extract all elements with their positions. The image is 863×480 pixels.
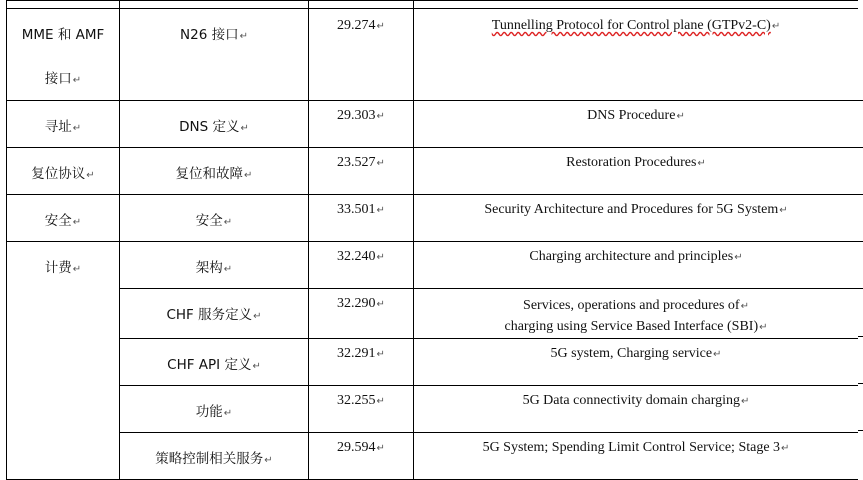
spec-number: 32.290	[337, 296, 376, 311]
table-row	[7, 433, 859, 480]
spec-title: Restoration Procedures	[566, 155, 697, 170]
item-label: N26 接口	[180, 27, 239, 43]
row-end-mark	[858, 194, 863, 195]
row-end-mark	[858, 100, 863, 101]
table-row	[7, 195, 859, 242]
item-label: 策略控制相关服务	[155, 451, 264, 467]
item-label: CHF API 定义	[167, 357, 252, 373]
paragraph-mark-icon: ↵	[253, 311, 262, 322]
spec-title: Services, operations and procedures of	[523, 298, 740, 313]
table-row	[7, 386, 859, 433]
spec-title: DNS Procedure	[587, 108, 676, 123]
spec-title: 5G Data connectivity domain charging	[522, 393, 741, 408]
paragraph-mark-icon: ↵	[72, 217, 82, 228]
spec-number: 29.594	[337, 440, 376, 455]
item-cell	[120, 9, 309, 101]
paragraph-mark-icon: ↵	[376, 21, 385, 32]
spec-number: 29.274	[337, 18, 376, 33]
spec-table	[6, 0, 858, 480]
spec-title: Security Architecture and Procedures for 5G System	[484, 202, 779, 217]
spec-number: 23.527	[337, 155, 376, 170]
spec-title-line2: charging using Service Based Interface (SBI)	[504, 319, 759, 334]
table-row	[7, 9, 859, 101]
paragraph-mark-icon: ↵	[376, 349, 385, 360]
paragraph-mark-icon: ↵	[697, 158, 706, 169]
paragraph-mark-icon: ↵	[223, 408, 233, 419]
paragraph-mark-icon: ↵	[376, 396, 385, 407]
spec-title: 5G system, Charging service	[550, 346, 713, 361]
paragraph-mark-icon: ↵	[376, 111, 385, 122]
paragraph-mark-icon: ↵	[713, 349, 722, 360]
spec-number: 32.240	[337, 249, 376, 264]
paragraph-mark-icon: ↵	[252, 361, 261, 372]
category-label: 复位协议	[31, 166, 86, 182]
spec-title: Charging architecture and principles	[529, 249, 734, 264]
paragraph-mark-icon: ↵	[740, 301, 749, 312]
paragraph-mark-icon: ↵	[376, 252, 385, 263]
category-label: 安全	[44, 213, 72, 229]
paragraph-mark-icon: ↵	[264, 455, 273, 466]
category-label: 计费	[44, 260, 72, 276]
paragraph-mark-icon: ↵	[239, 31, 248, 42]
table-row	[7, 242, 859, 289]
paragraph-mark-icon: ↵	[759, 322, 768, 333]
category-cell-merged	[7, 242, 120, 480]
paragraph-mark-icon: ↵	[223, 264, 233, 275]
spec-number: 29.303	[337, 108, 376, 123]
item-label: CHF 服务定义	[166, 307, 253, 323]
table-row	[7, 289, 859, 339]
paragraph-mark-icon: ↵	[244, 170, 253, 181]
spec-number-cell	[309, 9, 414, 101]
paragraph-mark-icon: ↵	[376, 158, 385, 169]
table-row	[7, 148, 859, 195]
paragraph-mark-icon: ↵	[741, 396, 750, 407]
row-end-mark	[858, 430, 863, 431]
category-label: 寻址	[44, 119, 72, 135]
row-end-mark	[858, 336, 863, 337]
row-end-mark	[858, 288, 863, 289]
item-label: DNS 定义	[179, 119, 240, 135]
paragraph-mark-icon: ↵	[781, 443, 790, 454]
paragraph-mark-icon: ↵	[779, 205, 788, 216]
spec-title: 5G System; Spending Limit Control Service; Stage 3	[482, 440, 781, 455]
item-label: 架构	[195, 260, 223, 276]
category-label: MME 和 AMF	[21, 27, 105, 43]
spec-title-cell	[414, 9, 859, 101]
paragraph-mark-icon: ↵	[376, 299, 385, 310]
row-end-mark	[858, 241, 863, 242]
category-label-line2: 接口	[44, 71, 72, 87]
spec-number: 33.501	[337, 202, 376, 217]
item-label: 复位和故障	[175, 166, 244, 182]
spec-number: 32.291	[337, 346, 376, 361]
paragraph-mark-icon: ↵	[376, 443, 385, 454]
item-label: 功能	[195, 404, 223, 420]
paragraph-mark-icon: ↵	[72, 123, 82, 134]
table-row	[7, 101, 859, 148]
item-label: 安全	[195, 213, 223, 229]
paragraph-mark-icon: ↵	[676, 111, 685, 122]
table-row	[7, 339, 859, 386]
table-row-top-fragment	[7, 1, 859, 9]
row-end-mark	[858, 147, 863, 148]
paragraph-mark-icon: ↵	[240, 123, 249, 134]
spec-title: Tunnelling Protocol for Control plane (GTPv2-C)	[491, 18, 771, 33]
spec-number: 32.255	[337, 393, 376, 408]
paragraph-mark-icon: ↵	[376, 205, 385, 216]
row-end-mark	[858, 383, 863, 384]
paragraph-mark-icon: ↵	[86, 170, 95, 181]
category-cell	[7, 9, 120, 101]
paragraph-mark-icon: ↵	[72, 264, 82, 275]
paragraph-mark-icon: ↵	[771, 21, 781, 32]
paragraph-mark-icon: ↵	[734, 252, 743, 263]
paragraph-mark-icon: ↵	[223, 217, 233, 228]
paragraph-mark-icon: ↵	[72, 75, 82, 86]
